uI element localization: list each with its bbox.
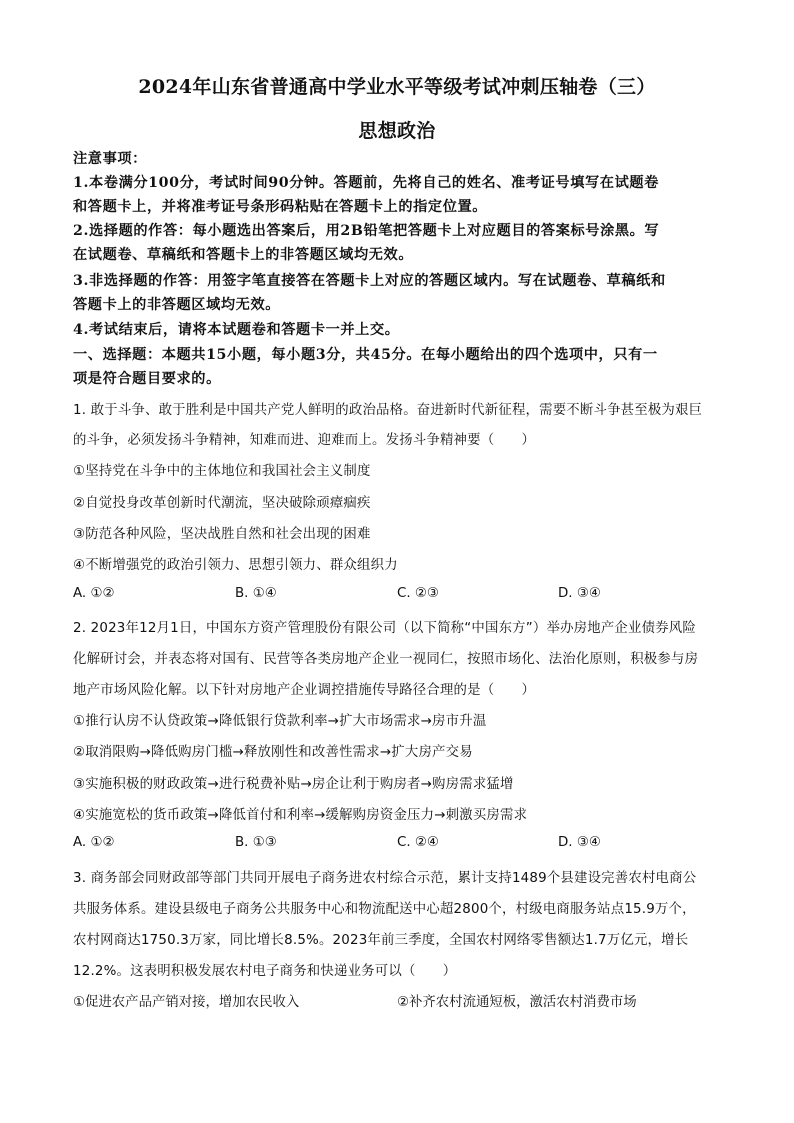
question-stem: 地产市场风险化解。以下针对房地产企业调控措施传导路径合理的是（ ） [73, 683, 536, 698]
option-b: B. ①④ [235, 586, 277, 601]
notice-line: 答题卡上的非答题区域均无效。 [73, 297, 281, 313]
question-stem: 共服务体系。建设县级电子商务公共服务中心和物流配送中心超2800个，村级电商服务站点15.9万个， [73, 902, 696, 917]
question-item: ②补齐农村流通短板，激活农村消费市场 [397, 995, 637, 1010]
option-a: A. ①② [73, 586, 115, 601]
notice-heading: 注意事项： [73, 151, 147, 167]
option-c: C. ②③ [397, 586, 439, 601]
question-stem: 2. 2023年12月1日，中国东方资产管理股份有限公司（以下简称“中国东方”）举办房地产企业债券风险 [73, 621, 696, 636]
question-stem: 3. 商务部会同财政部等部门共同开展电子商务进农村综合示范，累计支持1489个县建设完善农村电商公 [73, 871, 697, 886]
question-item: ①推行认房不认贷政策→降低银行贷款利率→扩大市场需求→房市升温 [73, 714, 487, 729]
notice-line: 和答题卡上，并将准考证号条形码粘贴在答题卡上的指定位置。 [73, 199, 488, 215]
question-item: ④不断增强党的政治引领力、思想引领力、群众组织力 [73, 558, 398, 573]
subject-title: 思想政治 [358, 120, 436, 142]
question-item: ④实施宽松的货币政策→降低首付和利率→缓解购房资金压力→刺激买房需求 [73, 808, 528, 823]
option-d: D. ③④ [558, 835, 601, 850]
question-item: ①促进农产品产销对接，增加农民收入 [73, 995, 300, 1010]
exam-title: 2024年山东省普通高中学业水平等级考试冲刺压轴卷（三） [138, 76, 656, 98]
notice-line: 3.非选择题的作答：用签字笔直接答在答题卡上对应的答题区域内。写在试题卷、草稿纸和 [73, 273, 666, 289]
notice-line: 2.选择题的作答：每小题选出答案后，用2B铅笔把答题卡上对应题目的答案标号涂黑。写 [73, 223, 660, 239]
option-d: D. ③④ [558, 586, 601, 601]
question-stem: 化解研讨会，并表态将对国有、民营等各类房地产企业一视同仁，按照市场化、法治化原则，积极参与房 [73, 652, 699, 667]
question-item: ①坚持党在斗争中的主体地位和我国社会主义制度 [73, 464, 371, 479]
section-line: 项是符合题目要求的。 [73, 371, 221, 387]
question-item: ③实施积极的财政政策→进行税费补贴→房企让利于购房者→购房需求猛增 [73, 777, 514, 792]
question-stem: 农村网商达1750.3万家，同比增长8.5%。2023年前三季度，全国农村网络零售额达1.7万亿元，增长 [73, 933, 689, 948]
question-stem: 1. 敢于斗争、敢于胜利是中国共产党人鲜明的政治品格。奋进新时代新征程，需要不断斗争甚至极为艰巨 [73, 403, 703, 418]
notice-line: 1.本卷满分100分，考试时间90分钟。答题前，先将自己的姓名、准考证号填写在试题卷 [73, 175, 659, 191]
question-item: ②自觉投身改革创新时代潮流，坚决破除顽瘴痼疾 [73, 496, 371, 511]
question-stem: 的斗争，必须发扬斗争精神，知难而进、迎难而上。发扬斗争精神要（ ） [73, 433, 536, 448]
section-line: 一、选择题：本题共15小题，每小题3分，共45分。在每小题给出的四个选项中，只有一 [73, 347, 658, 363]
option-b: B. ①③ [235, 835, 277, 850]
option-a: A. ①② [73, 835, 115, 850]
question-stem: 12.2%。这表明积极发展农村电子商务和快递业务可以（ ） [73, 964, 457, 979]
question-item: ③防范各种风险，坚决战胜自然和社会出现的困难 [73, 527, 371, 542]
option-c: C. ②④ [397, 835, 439, 850]
notice-line: 4.考试结束后，请将本试题卷和答题卡一并上交。 [73, 322, 400, 338]
notice-line: 在试题卷、草稿纸和答题卡上的非答题区域均无效。 [73, 247, 414, 263]
question-item: ②取消限购→降低购房门槛→释放刚性和改善性需求→扩大房产交易 [73, 745, 473, 760]
